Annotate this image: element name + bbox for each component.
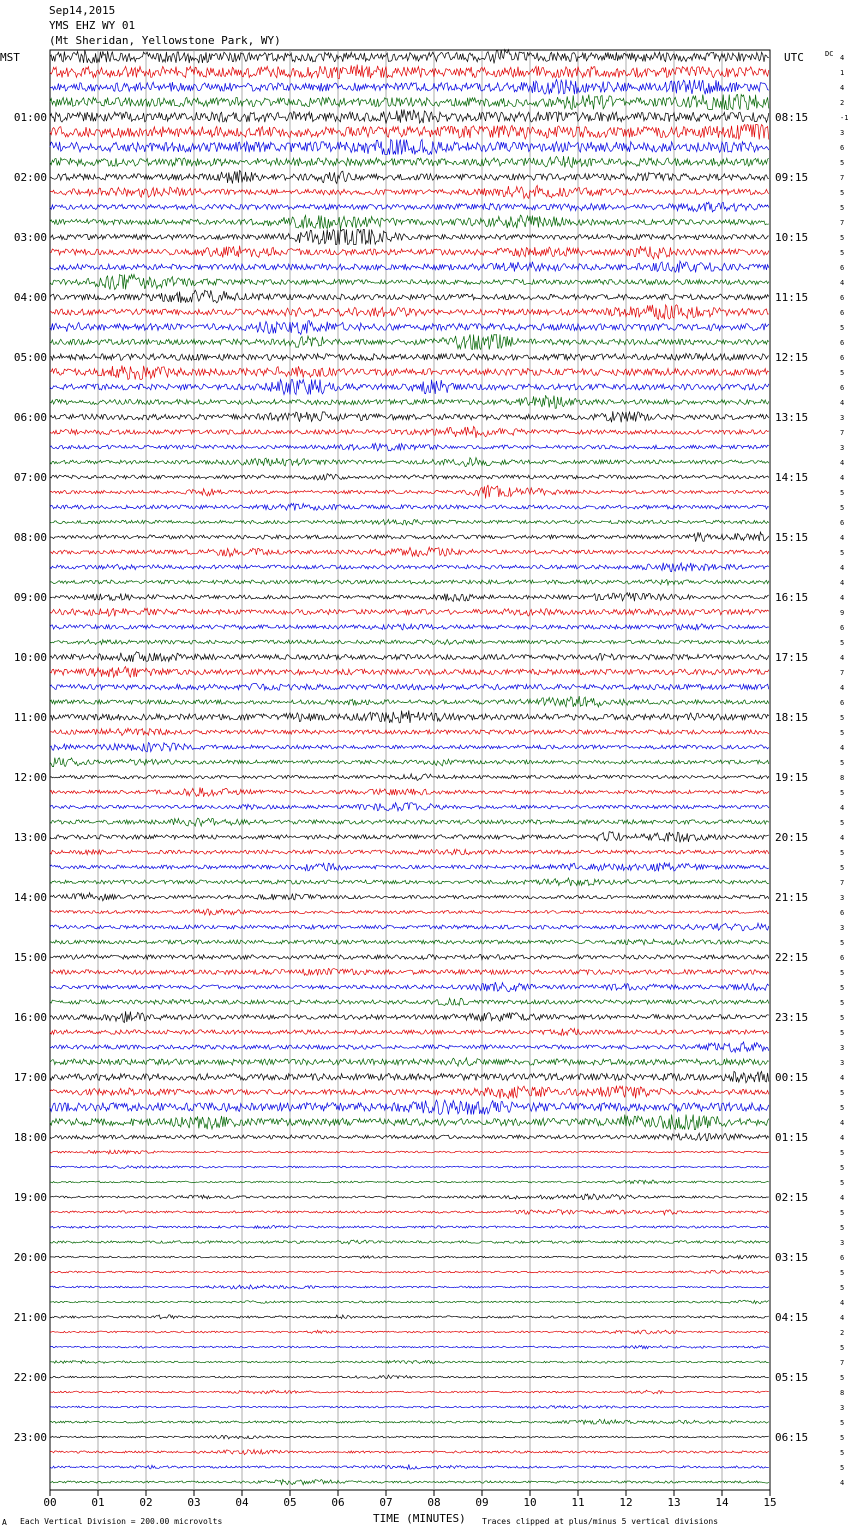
hour-label-utc: 18:15 [775,711,809,724]
hour-label-mst: 19:00 [13,1191,47,1204]
dc-offset-label: 4 [840,84,845,92]
dc-offset-label: 4 [840,744,845,752]
trace-line [50,667,769,678]
trace-line [50,593,769,602]
dc-offset-label: 5 [840,1149,845,1157]
trace-line [50,380,769,395]
dc-offset-label: 6 [840,294,845,302]
trace-line [50,832,769,843]
trace-line [50,485,769,499]
dc-offset-label: 5 [840,1269,845,1277]
dc-offset-label: 4 [840,654,845,662]
trace-line [50,426,769,437]
trace-line [50,803,769,811]
dc-offset-label: 4 [840,1194,845,1202]
dc-offset-label: 5 [840,1374,845,1382]
trace-line [50,95,769,110]
dc-offset-label: 4 [840,594,845,602]
dc-offset-label: 6 [840,954,845,962]
trace-line [50,110,769,124]
trace-line [50,1435,769,1439]
clip-note: Traces clipped at plus/minus 5 vertical divisions [482,1517,719,1526]
scale-note: Each Vertical Division = 200.00 microvolts [20,1517,223,1526]
dc-offset-label: 8 [840,1389,845,1397]
hour-label-mst: 13:00 [13,831,47,844]
trace-line [50,1194,769,1200]
hour-label-utc: 19:15 [775,771,809,784]
hour-label-mst: 22:00 [13,1371,47,1384]
dc-offset-label: 4 [840,804,845,812]
dc-offset-label: 5 [840,1209,845,1217]
trace-line [50,909,769,916]
dc-header-label: DC [825,50,834,58]
hour-label-utc: 00:15 [775,1071,809,1084]
trace-line [50,140,769,155]
trace-line [50,458,769,467]
trace-line [50,1115,769,1130]
x-tick-label: 11 [571,1496,585,1509]
trace-line [50,353,769,360]
dc-offset-label: 3 [840,414,845,422]
dc-offset-label: 5 [840,1224,845,1232]
x-tick-label: 06 [331,1496,345,1509]
x-tick-label: 01 [91,1496,105,1509]
trace-line [50,1465,769,1470]
date-label: Sep14,2015 [49,4,116,17]
dc-offset-label: 8 [840,774,845,782]
dc-offset-label: 4 [840,1119,845,1127]
trace-line [50,1226,769,1229]
dc-offset-label: 6 [840,339,845,347]
dc-offset-label: 6 [840,1254,845,1262]
trace-line [50,1390,769,1394]
hour-label-mst: 01:00 [13,111,47,124]
trace-line [50,65,769,79]
dc-offset-label: 7 [840,174,845,182]
hour-label-utc: 06:15 [775,1431,809,1444]
trace-line [50,519,769,525]
trace-line [50,1419,769,1424]
trace-line [50,728,769,735]
dc-offset-label: 3 [840,894,845,902]
trace-line [50,652,769,662]
trace-line [50,878,769,886]
dc-offset-label: 5 [840,369,845,377]
dc-offset-label: 6 [840,144,845,152]
hour-label-mst: 06:00 [13,411,47,424]
x-tick-label: 04 [235,1496,249,1509]
trace-line [50,1150,769,1154]
dc-offset-label: 5 [840,1164,845,1172]
dc-offset-label: 6 [840,519,845,527]
trace-line [50,1180,769,1184]
dc-offset-label: 5 [840,1029,845,1037]
trace-line [50,1375,769,1378]
footer-mark: A [2,1518,7,1527]
dc-offset-label: 5 [840,999,845,1007]
trace-line [50,366,769,380]
hour-label-utc: 21:15 [775,891,809,904]
hour-label-utc: 08:15 [775,111,809,124]
dc-offset-label: 5 [840,189,845,197]
dc-offset-label: 4 [840,564,845,572]
hour-label-utc: 15:15 [775,531,809,544]
dc-offset-label: 5 [840,489,845,497]
dc-offset-label: 5 [840,549,845,557]
dc-offset-label: 2 [840,1329,845,1337]
dc-offset-label: 6 [840,699,845,707]
x-tick-label: 13 [667,1496,681,1509]
dc-offset-label: 5 [840,1434,845,1442]
hour-label-mst: 20:00 [13,1251,47,1264]
trace-line [50,608,769,616]
hour-label-utc: 02:15 [775,1191,809,1204]
dc-offset-label: 6 [840,384,845,392]
x-tick-label: 03 [187,1496,201,1509]
dc-offset-label: 7 [840,669,845,677]
dc-offset-label: 3 [840,1044,845,1052]
hour-label-utc: 23:15 [775,1011,809,1024]
dc-offset-label: 3 [840,924,845,932]
hour-label-mst: 10:00 [13,651,47,664]
hour-label-mst: 07:00 [13,471,47,484]
trace-line [50,1406,769,1409]
x-tick-label: 10 [523,1496,537,1509]
trace-line [50,290,769,303]
trace-line [50,1058,769,1066]
dc-offset-label: 2 [840,99,845,107]
trace-line [50,1285,769,1289]
x-tick-label: 08 [427,1496,441,1509]
trace-line [50,261,769,272]
dc-offset-label: 5 [840,969,845,977]
hour-label-utc: 09:15 [775,171,809,184]
trace-line [50,1271,769,1274]
trace-line [50,1042,769,1052]
trace-line [50,321,769,335]
trace-line [50,684,769,691]
dc-offset-label: 5 [840,819,845,827]
trace-line [50,818,769,826]
trace-line [50,1300,769,1303]
trace-line [50,335,769,350]
trace-line [50,1166,769,1169]
dc-offset-label: 4 [840,54,845,62]
trace-line [50,246,769,259]
trace-line [50,1028,769,1035]
dc-offset-label: 5 [840,504,845,512]
dc-offset-label: 5 [840,1419,845,1427]
hour-label-utc: 14:15 [775,471,809,484]
hour-label-utc: 04:15 [775,1311,809,1324]
trace-line [50,1330,769,1334]
dc-offset-label: 3 [840,444,845,452]
dc-offset-label: 5 [840,789,845,797]
hour-label-utc: 13:15 [775,411,809,424]
dc-offset-label: 4 [840,1479,845,1487]
dc-offset-label: 4 [840,684,845,692]
x-tick-label: 12 [619,1496,633,1509]
trace-line [50,1210,769,1215]
trace-line [50,1360,769,1363]
dc-offset-label: 5 [840,1464,845,1472]
dc-offset-label: 3 [840,1404,845,1412]
x-tick-label: 15 [763,1496,777,1509]
trace-line [50,923,769,931]
hour-label-mst: 23:00 [13,1431,47,1444]
dc-offset-label: 4 [840,834,845,842]
dc-offset-label: 4 [840,1134,845,1142]
hour-label-mst: 14:00 [13,891,47,904]
trace-line [50,982,769,992]
hour-label-mst: 17:00 [13,1071,47,1084]
hour-label-mst: 05:00 [13,351,47,364]
trace-line [50,1133,769,1141]
dc-offset-label: 5 [840,234,845,242]
hour-label-utc: 05:15 [775,1371,809,1384]
dc-offset-label: 5 [840,1344,845,1352]
trace-line [50,395,769,408]
dc-offset-label: 5 [840,1014,845,1022]
hour-label-mst: 15:00 [13,951,47,964]
hour-label-mst: 16:00 [13,1011,47,1024]
trace-line [50,50,769,64]
trace-line [50,474,769,480]
trace-line [50,1100,769,1114]
trace-line [50,758,769,767]
trace-line [50,202,769,212]
hour-label-mst: 02:00 [13,171,47,184]
dc-offset-label: 7 [840,879,845,887]
dc-offset-label: 5 [840,759,845,767]
dc-offset-label: 4 [840,1299,845,1307]
dc-offset-label: 6 [840,264,845,272]
dc-offset-label: 6 [840,624,845,632]
hour-label-utc: 03:15 [775,1251,809,1264]
trace-line [50,504,769,511]
trace-line [50,696,769,707]
right-timezone-label: UTC [784,51,804,64]
dc-offset-label: 5 [840,1104,845,1112]
dc-offset-label: 3 [840,1239,845,1247]
plot-frame [50,50,770,1490]
hour-label-mst: 09:00 [13,591,47,604]
hour-label-mst: 21:00 [13,1311,47,1324]
hour-label-mst: 04:00 [13,291,47,304]
hour-label-utc: 01:15 [775,1131,809,1144]
trace-line [50,443,769,451]
dc-offset-label: 3 [840,1059,845,1067]
hour-label-utc: 16:15 [775,591,809,604]
trace-line [50,125,769,140]
x-tick-label: 05 [283,1496,297,1509]
dc-offset-label: 5 [840,864,845,872]
trace-line [50,774,769,781]
hour-label-mst: 18:00 [13,1131,47,1144]
trace-line [50,80,769,95]
trace-line [50,969,769,976]
trace-line [50,710,769,723]
x-tick-label: 00 [43,1496,57,1509]
trace-line [50,1240,769,1244]
dc-offset-label: 4 [840,534,845,542]
hour-label-mst: 08:00 [13,531,47,544]
dc-offset-label: 5 [840,1179,845,1187]
dc-offset-label: 6 [840,309,845,317]
hour-label-mst: 11:00 [13,711,47,724]
dc-offset-label: 7 [840,429,845,437]
trace-line [50,230,769,245]
dc-offset-label: 4 [840,459,845,467]
trace-line [50,547,769,557]
hour-label-utc: 10:15 [775,231,809,244]
dc-offset-label: 5 [840,1284,845,1292]
trace-line [50,862,769,871]
dc-offset-label: 5 [840,159,845,167]
dc-offset-label: 7 [840,219,845,227]
trace-line [50,1450,769,1455]
trace-line [50,185,769,198]
trace-line [50,624,769,630]
dc-offset-label: 4 [840,1074,845,1082]
dc-offset-label: 6 [840,354,845,362]
trace-line [50,1086,769,1099]
left-timezone-label: MST [0,51,20,64]
trace-line [50,743,769,752]
dc-offset-label: 5 [840,849,845,857]
trace-line [50,411,769,422]
dc-offset-label: 5 [840,714,845,722]
trace-line [50,1011,769,1022]
location-label: (Mt Sheridan, Yellowstone Park, WY) [49,34,281,47]
hour-label-utc: 20:15 [775,831,809,844]
trace-line [50,156,769,168]
trace-line [50,939,769,945]
x-tick-label: 14 [715,1496,729,1509]
trace-line [50,1071,769,1082]
hour-label-utc: 17:15 [775,651,809,664]
trace-line [50,563,769,572]
trace-line [50,640,769,645]
hour-label-utc: 12:15 [775,351,809,364]
dc-offset-label: 5 [840,204,845,212]
dc-offset-label: -1 [840,114,849,122]
dc-offset-label: 4 [840,474,845,482]
trace-line [50,893,769,901]
dc-offset-label: 4 [840,399,845,407]
trace-line [50,532,769,542]
dc-offset-label: 7 [840,1359,845,1367]
dc-offset-label: 1 [840,69,845,77]
trace-line [50,171,769,184]
dc-offset-label: 5 [840,1449,845,1457]
trace-line [50,215,769,229]
x-tick-label: 09 [475,1496,489,1509]
dc-offset-label: 5 [840,639,845,647]
x-tick-label: 02 [139,1496,153,1509]
trace-line [50,1315,769,1319]
x-tick-label: 07 [379,1496,393,1509]
dc-offset-label: 9 [840,609,845,617]
x-axis-title: TIME (MINUTES) [373,1512,466,1525]
dc-offset-label: 5 [840,939,845,947]
trace-line [50,849,769,855]
trace-line [50,305,769,320]
dc-offset-label: 4 [840,579,845,587]
dc-offset-label: 5 [840,1089,845,1097]
dc-offset-label: 5 [840,324,845,332]
dc-offset-label: 5 [840,249,845,257]
trace-line [50,580,769,586]
trace-line [50,1345,769,1348]
hour-label-mst: 03:00 [13,231,47,244]
station-label: YMS EHZ WY 01 [49,19,136,32]
trace-line [50,954,769,959]
trace-line [50,1255,769,1258]
trace-line [50,787,769,796]
trace-line [50,998,769,1005]
hour-label-utc: 11:15 [775,291,809,304]
trace-line [50,275,769,290]
trace-line [50,1480,769,1485]
dc-offset-label: 3 [840,129,845,137]
dc-offset-label: 5 [840,984,845,992]
dc-offset-label: 5 [840,729,845,737]
hour-label-mst: 12:00 [13,771,47,784]
dc-offset-label: 4 [840,279,845,287]
dc-offset-label: 4 [840,1314,845,1322]
dc-offset-label: 6 [840,909,845,917]
hour-label-utc: 22:15 [775,951,809,964]
